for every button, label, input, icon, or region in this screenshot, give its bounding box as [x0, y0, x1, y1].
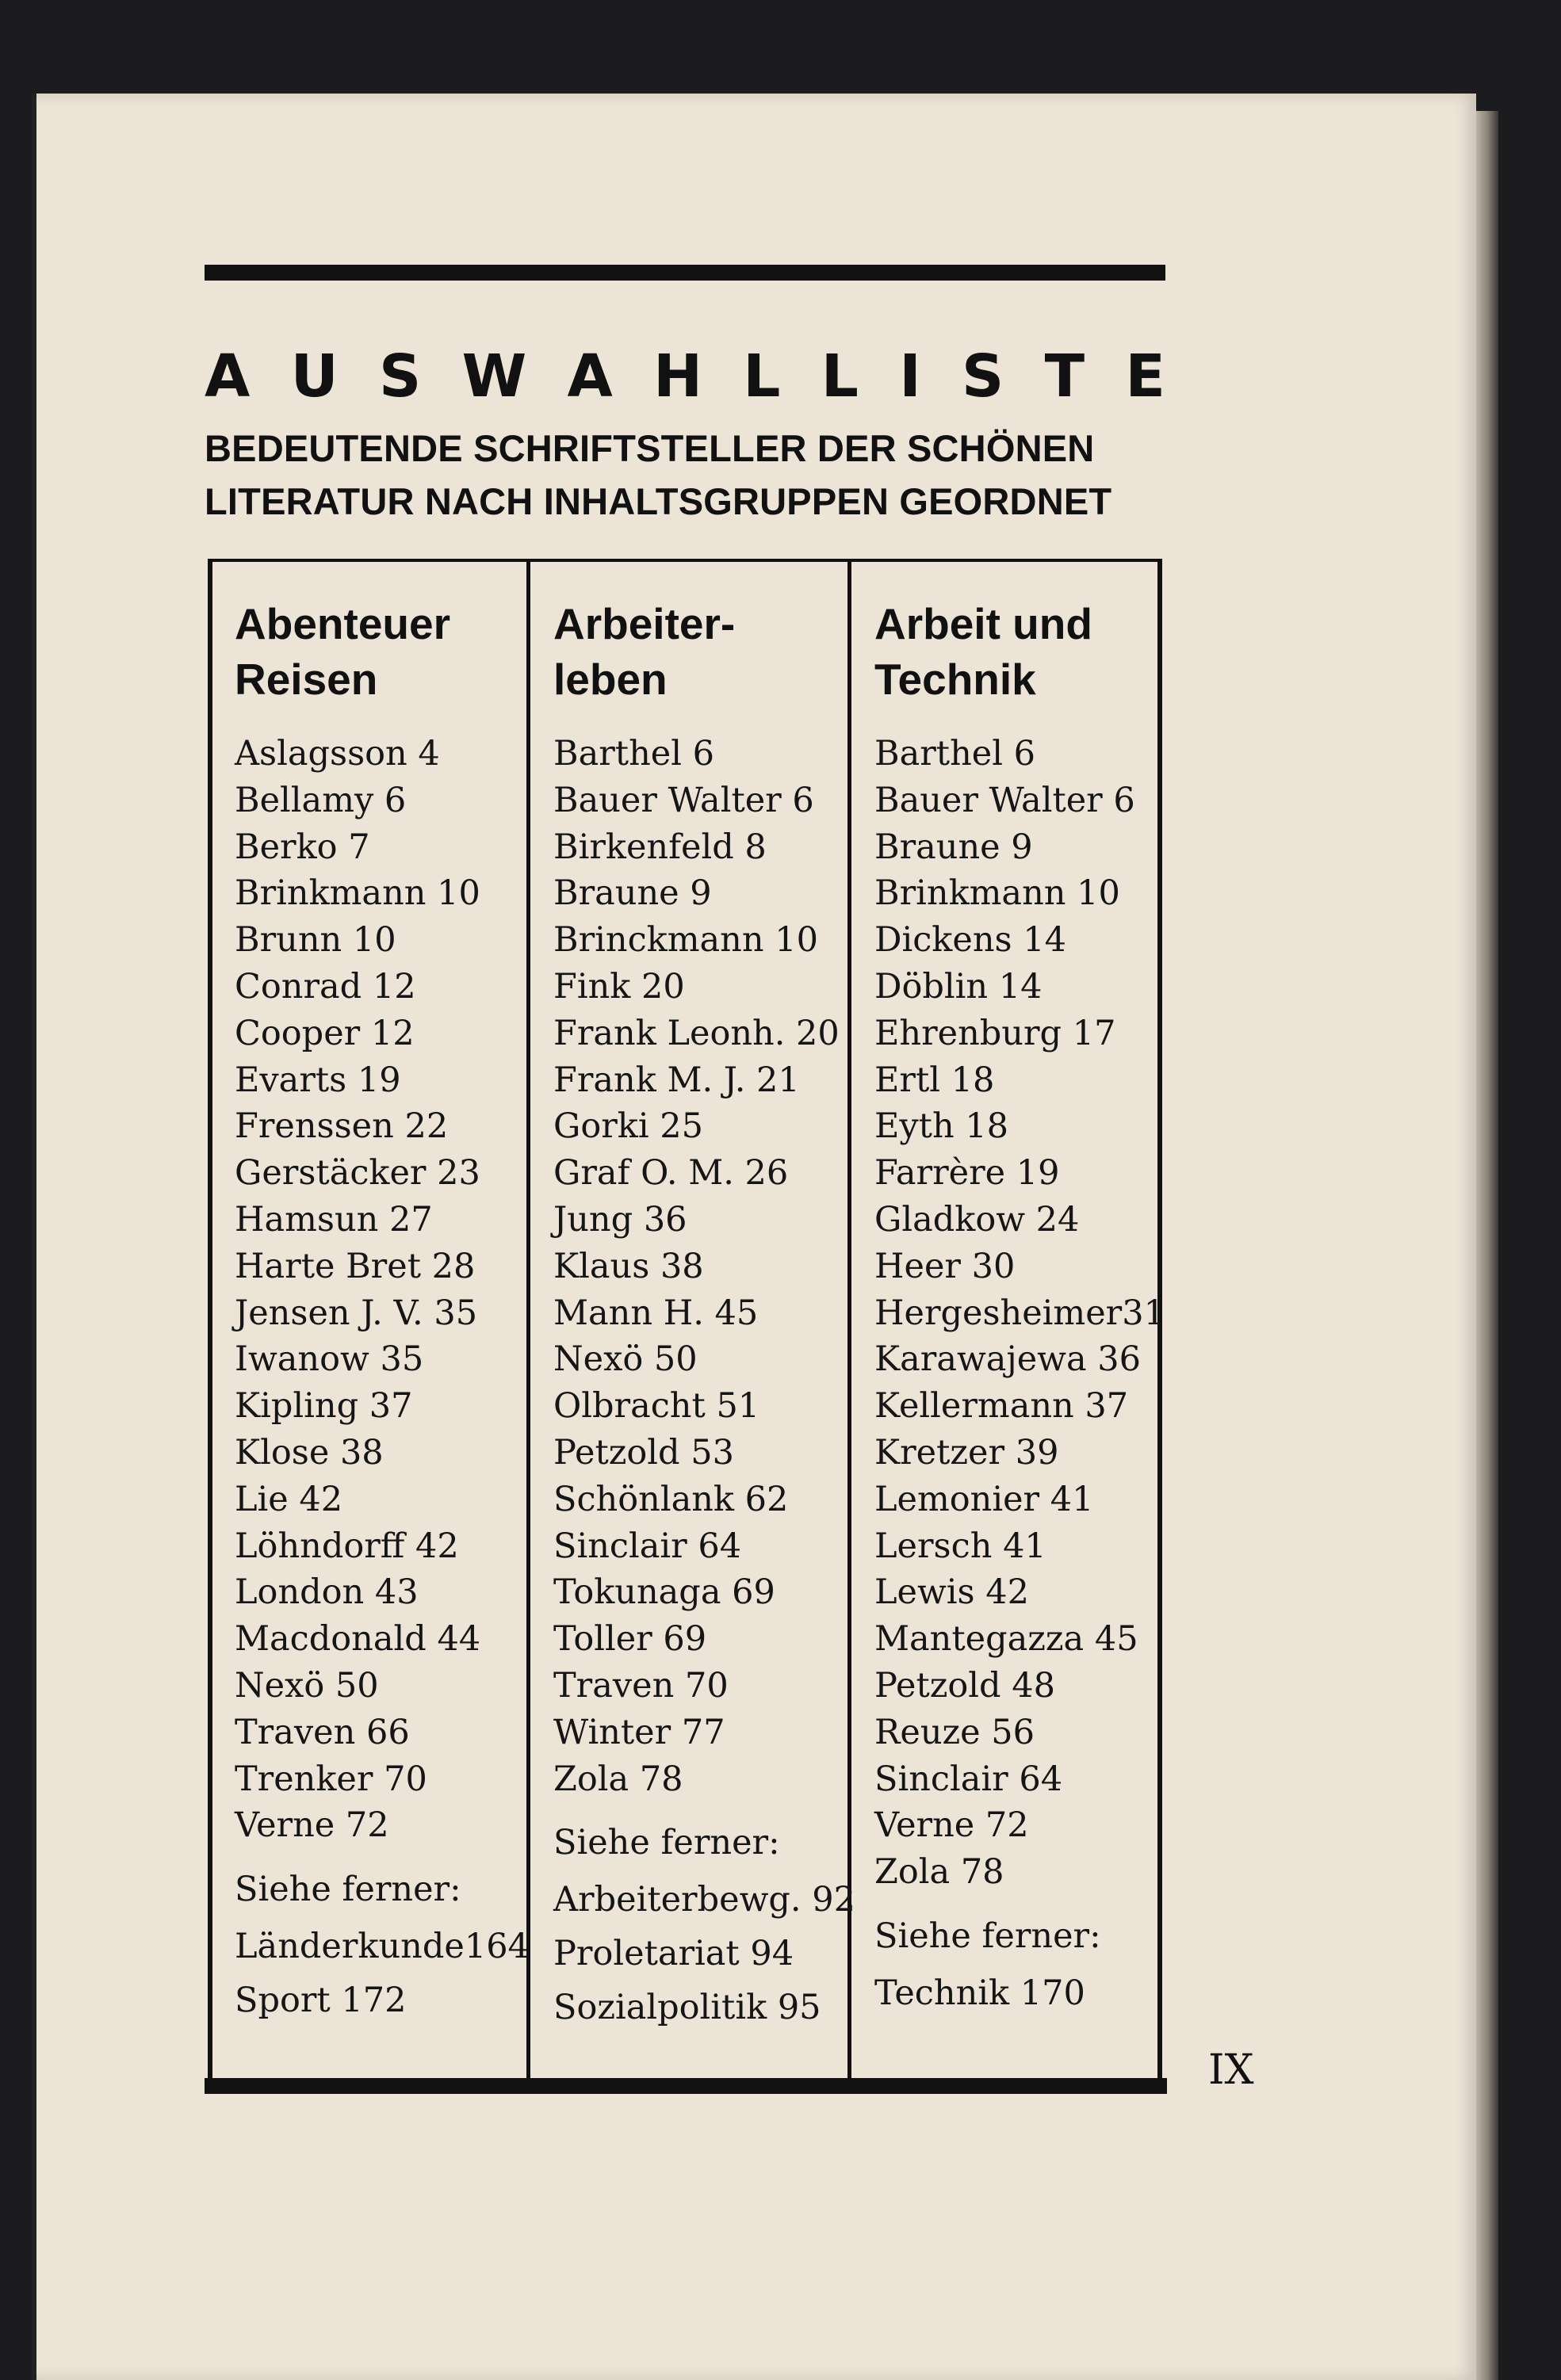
author-entry: Braune 9: [553, 873, 712, 914]
author-entry: Lersch 41: [874, 1526, 1046, 1566]
see-also-entry: Länderkunde164: [235, 1926, 530, 1966]
title-letter: S: [378, 342, 422, 411]
author-entry: Macdonald 44: [235, 1619, 481, 1660]
title-letter: E: [1125, 342, 1165, 411]
author-entry: Cooper 12: [235, 1013, 415, 1053]
author-entry: Bellamy 6: [235, 780, 407, 820]
author-entry: Frenssen 22: [235, 1106, 449, 1147]
author-entry: Evarts 19: [235, 1060, 401, 1100]
author-entry: Löhndorff 42: [235, 1526, 459, 1566]
see-also-entry: Sport 172: [235, 1980, 407, 2020]
author-entry: Nexö 50: [235, 1665, 379, 1706]
author-entry: Reuze 56: [874, 1712, 1035, 1752]
author-entry: Klose 38: [235, 1432, 384, 1473]
author-entry: Barthel 6: [553, 734, 714, 774]
see-also-label: Siehe ferner:: [553, 1823, 780, 1863]
author-entry: Kipling 37: [235, 1386, 413, 1427]
see-also-entry: Proletariat 94: [553, 1934, 794, 1974]
subtitle-line-2: LITERATUR NACH INHALTSGRUPPEN GEORDNET: [205, 480, 1112, 522]
title-letter: L: [821, 342, 859, 411]
page-title: [205, 341, 1165, 412]
author-entry: Trenker 70: [235, 1759, 427, 1799]
author-entry: Hamsun 27: [235, 1199, 433, 1240]
heading-line: Arbeiter-: [553, 599, 736, 648]
author-entry: Eyth 18: [874, 1106, 1009, 1147]
column-abenteuer-reisen: [235, 596, 530, 2027]
heading-line: Technik: [874, 655, 1036, 704]
author-entry: Kretzer 39: [874, 1432, 1059, 1473]
author-entry: Traven 66: [235, 1712, 410, 1752]
title-letter: A: [205, 342, 251, 411]
author-entry: Heer 30: [874, 1246, 1016, 1286]
author-entry: Lemonier 41: [874, 1479, 1094, 1519]
author-entry: Schönlank 62: [553, 1479, 789, 1519]
author-entry: Braune 9: [874, 827, 1033, 867]
heading-line: Reisen: [235, 655, 378, 704]
author-entry: Graf O. M. 26: [553, 1153, 789, 1194]
column-arbeiterleben: [553, 596, 855, 2034]
author-entry: Jensen J. V. 35: [235, 1293, 478, 1333]
title-letter: W: [461, 342, 527, 411]
author-entry: Bauer Walter 6: [553, 780, 814, 820]
title-letter: L: [743, 342, 781, 411]
see-also-list: [235, 1920, 530, 2027]
author-entry: Harte Bret 28: [235, 1246, 476, 1286]
author-entry: Verne 72: [235, 1805, 389, 1846]
author-entry: Verne 72: [874, 1805, 1029, 1846]
title-letter: A: [567, 342, 613, 411]
author-list: [235, 731, 530, 1849]
author-entry: Gorki 25: [553, 1106, 703, 1147]
author-entry: Frank Leonh. 20: [553, 1013, 840, 1053]
author-list: [553, 731, 855, 1802]
see-also-entry: Arbeiterbewg. 92: [553, 1880, 855, 1920]
author-entry: Zola 78: [553, 1759, 683, 1799]
see-also-list: [553, 1873, 855, 2034]
author-entry: Birkenfeld 8: [553, 827, 767, 867]
author-entry: Frank M. J. 21: [553, 1060, 800, 1100]
author-entry: Ertl 18: [874, 1060, 995, 1100]
author-entry: Tokunaga 69: [553, 1572, 775, 1613]
author-entry: Sinclair 64: [874, 1759, 1063, 1799]
heading-line: Arbeit und: [874, 599, 1092, 648]
author-entry: London 43: [235, 1572, 419, 1613]
author-entry: Sinclair 64: [553, 1526, 742, 1566]
author-entry: Mann H. 45: [553, 1293, 759, 1333]
title-letter: S: [962, 342, 1004, 411]
author-entry: Mantegazza 45: [874, 1619, 1138, 1660]
author-list: [874, 731, 1165, 1896]
author-entry: Conrad 12: [235, 966, 416, 1007]
author-entry: Lewis 42: [874, 1572, 1030, 1613]
author-entry: Winter 77: [553, 1712, 725, 1752]
author-entry: Jung 36: [553, 1199, 687, 1240]
page-number: IX: [1208, 2046, 1254, 2094]
author-entry: Bauer Walter 6: [874, 780, 1135, 820]
title-letter: T: [1044, 342, 1085, 411]
author-entry: Klaus 38: [553, 1246, 704, 1286]
see-also-entry: Sozialpolitik 95: [553, 1988, 821, 2028]
author-entry: Farrère 19: [874, 1153, 1060, 1194]
top-rule: [205, 265, 1165, 281]
author-entry: Traven 70: [553, 1665, 729, 1706]
title-letter: I: [899, 342, 921, 411]
author-entry: Gerstäcker 23: [235, 1153, 480, 1194]
see-also-list: [874, 1966, 1165, 2020]
subtitle-line-1: BEDEUTENDE SCHRIFTSTELLER DER SCHÖNEN: [205, 427, 1095, 469]
title-letter: U: [290, 342, 339, 411]
author-entry: Döblin 14: [874, 966, 1043, 1007]
author-entry: Brinckmann 10: [553, 920, 818, 961]
author-entry: Toller 69: [553, 1619, 707, 1660]
page-edge: [1476, 111, 1498, 2380]
author-entry: Barthel 6: [874, 734, 1035, 774]
author-entry: Brinkmann 10: [235, 873, 480, 914]
author-entry: Gladkow 24: [874, 1199, 1080, 1240]
author-entry: Petzold 53: [553, 1432, 734, 1473]
author-entry: Aslagsson 4: [235, 734, 440, 774]
see-also-label: Siehe ferner:: [874, 1916, 1101, 1956]
author-entry: Kellermann 37: [874, 1386, 1129, 1427]
bottom-rule: [205, 2078, 1167, 2094]
author-entry: Ehrenburg 17: [874, 1013, 1116, 1053]
author-entry: Lie 42: [235, 1479, 343, 1519]
heading-line: leben: [553, 655, 668, 704]
column-heading: [553, 596, 855, 707]
author-entry: Brunn 10: [235, 920, 396, 961]
column-heading: [874, 596, 1165, 707]
author-entry: Nexö 50: [553, 1339, 698, 1380]
author-entry: Zola 78: [874, 1852, 1004, 1893]
column-arbeit-und-technik: [874, 596, 1165, 2020]
column-heading: [235, 596, 530, 707]
author-entry: Brinkmann 10: [874, 873, 1120, 914]
author-entry: Karawajewa 36: [874, 1339, 1142, 1380]
author-entry: Iwanow 35: [235, 1339, 424, 1380]
see-also-label: Siehe ferner:: [235, 1870, 461, 1910]
author-entry: Fink 20: [553, 966, 685, 1007]
author-entry: Dickens 14: [874, 920, 1066, 961]
author-entry: Berko 7: [235, 827, 370, 867]
author-entry: Petzold 48: [874, 1665, 1055, 1706]
author-entry: Olbracht 51: [553, 1386, 760, 1427]
book-spine: [32, 94, 36, 2380]
title-letter: H: [653, 342, 702, 411]
see-also-entry: Technik 170: [874, 1973, 1085, 2013]
author-entry: Hergesheimer31: [874, 1293, 1165, 1333]
heading-line: Abenteuer: [235, 599, 450, 648]
